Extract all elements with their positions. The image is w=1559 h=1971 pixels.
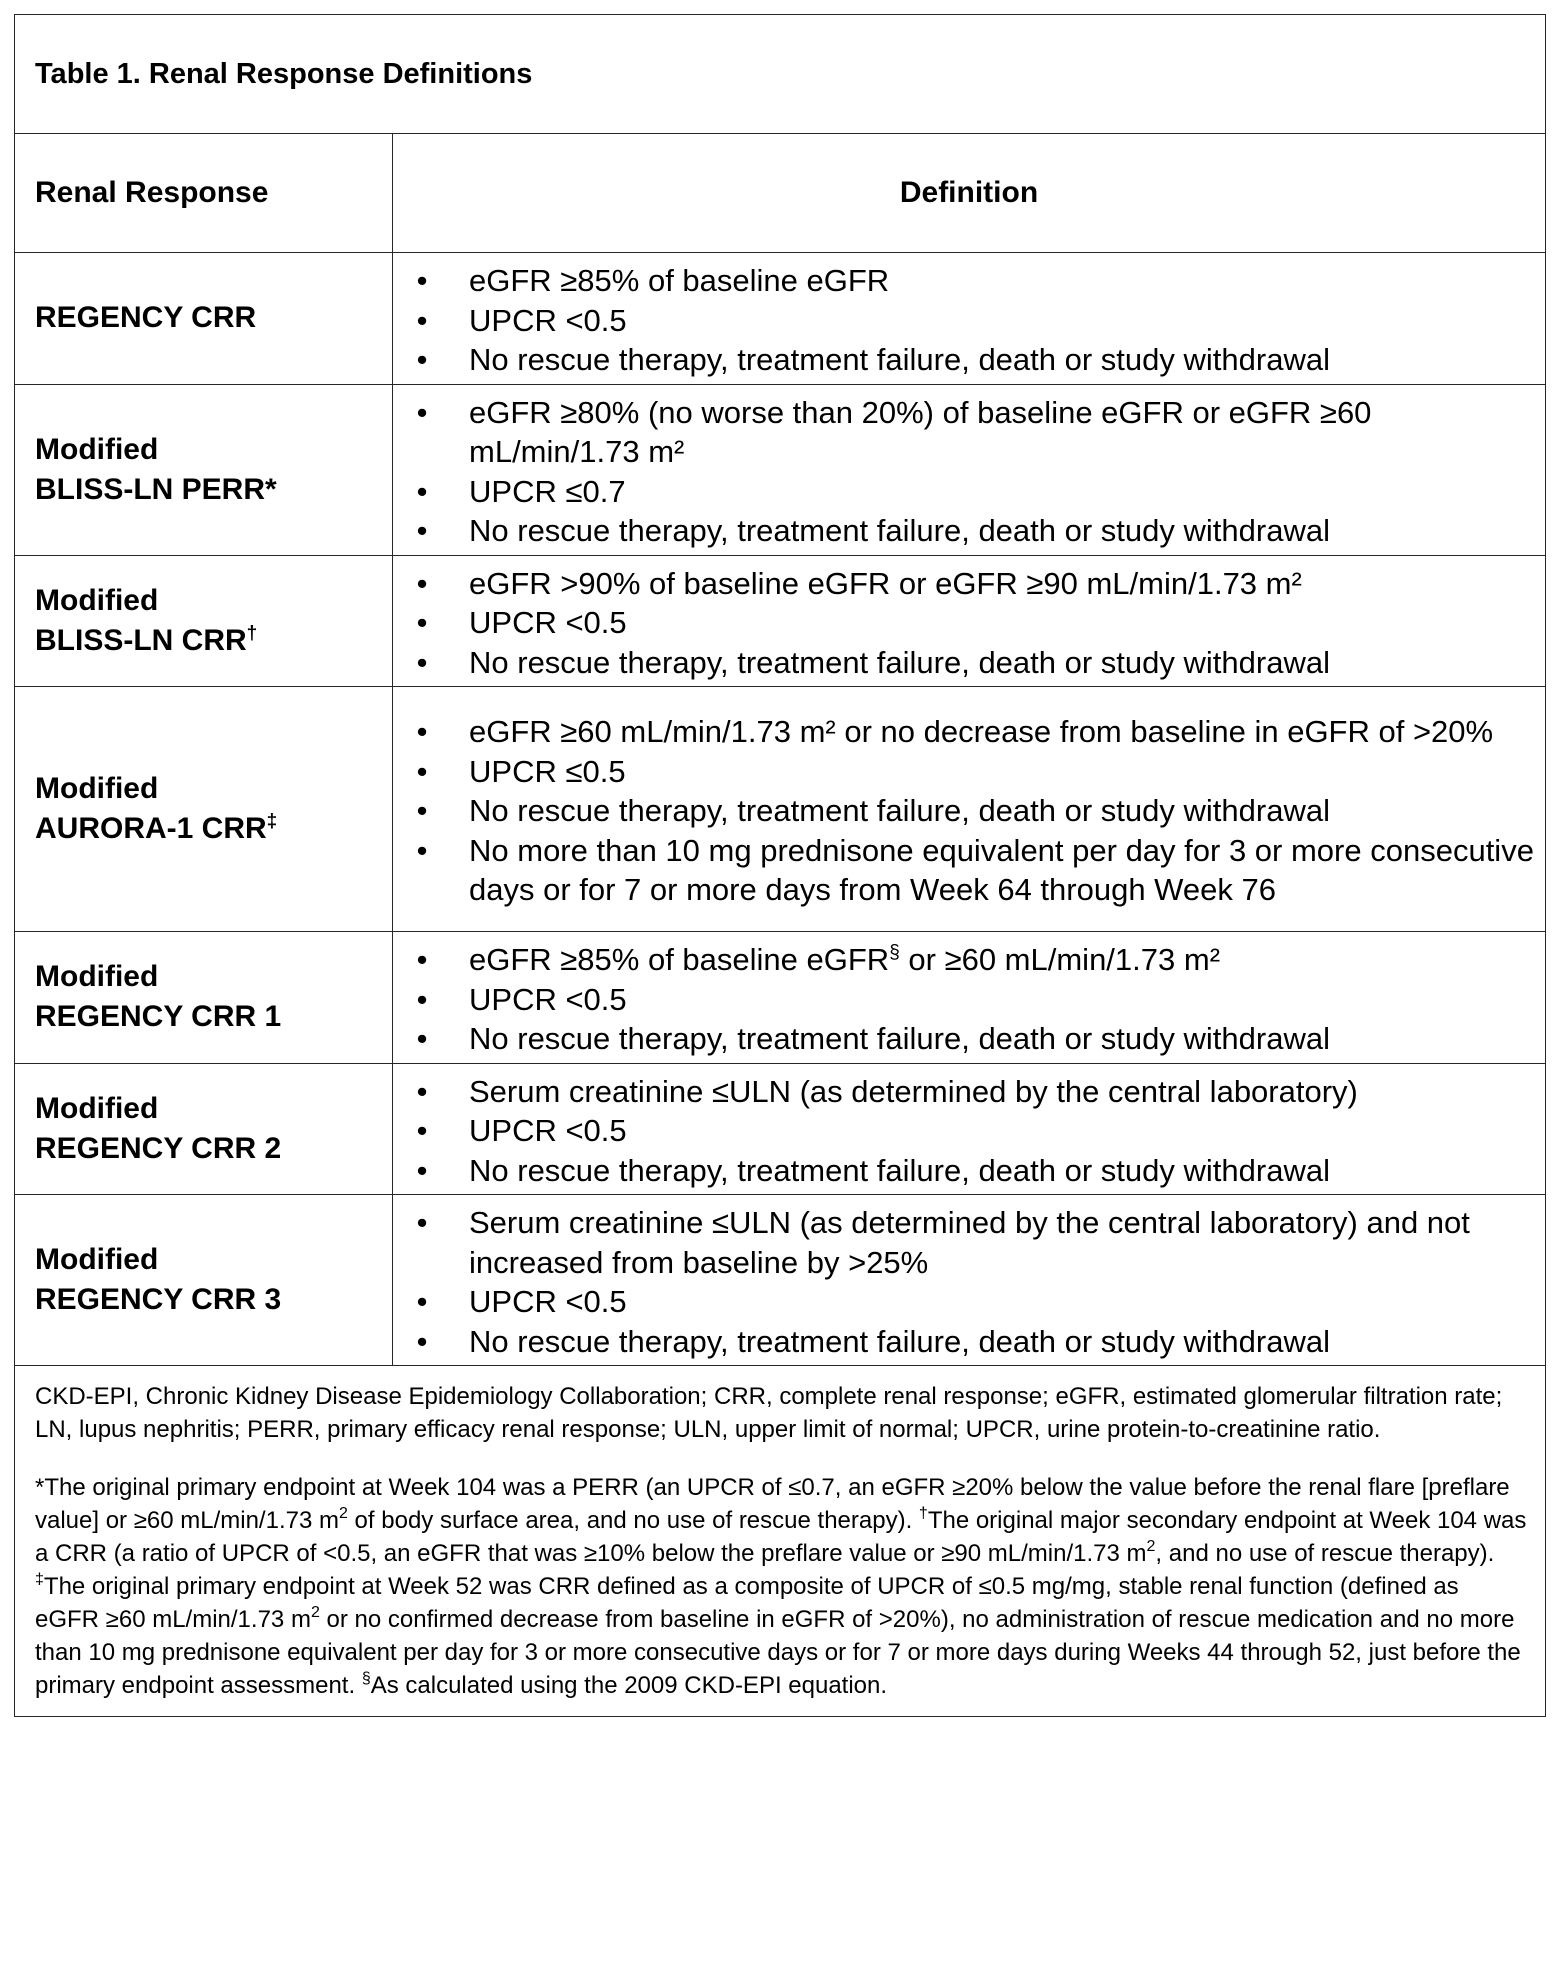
renal-response-definition [393,384,1546,555]
table-row [15,932,1546,1064]
footnote-row [15,1366,1546,1717]
footnote-dagger-text-a: The original major secondary endpoint at Week 104 was a CRR (a ratio of UPCR of <0.5, an eGFR that was ≥10% below the preflare value or ≥90 mL/min/1.73 m [35,1507,1527,1567]
bullet-icon: • [416,942,428,977]
bullet-icon: • [416,263,428,298]
criteria-item [393,261,1535,301]
footnote-section-mark: § [361,1670,371,1687]
renal-response-name [15,253,393,385]
criteria-text: No rescue therapy, treatment failure, death or study withdrawal [469,1323,1330,1359]
footnote-mark: ‡ [266,811,278,832]
criteria-list [393,1203,1535,1361]
criteria-item [393,393,1535,472]
criteria-item [393,603,1535,643]
renal-response-name-line: Modified [35,772,159,805]
bullet-icon: • [416,513,428,548]
bullet-icon: • [416,753,428,789]
footnote-star-text-a: *The original primary endpoint at Week 104 was a PERR (an UPCR of ≤0.7, an eGFR ≥20% below the value before the renal flare [preflare value] or ≥60 mL/min/1.73 m [35,1474,1510,1534]
renal-response-name-line [35,809,392,849]
criteria-text: UPCR <0.5 [469,302,627,338]
table-row [15,687,1546,932]
criteria-text: No rescue therapy, treatment failure, death or study withdrawal [469,793,1330,829]
footnote-dagger-text-b: , and no use of rescue therapy). [1155,1540,1495,1567]
renal-response-name-line [35,1280,392,1320]
renal-response-definition [393,932,1546,1064]
footnote-dagger-mark: † [918,1505,928,1522]
renal-response-name [15,932,393,1064]
table-row [15,253,1546,385]
criteria-text: eGFR ≥85% of baseline eGFR [469,263,890,298]
criteria-list [393,393,1535,551]
bullet-icon: • [416,394,428,430]
renal-response-name-text: REGENCY CRR 2 [35,1131,282,1165]
criteria-text: No rescue therapy, treatment failure, death or study withdrawal [469,342,1330,377]
renal-response-name [15,384,393,555]
renal-response-table [14,14,1546,1717]
footnote-mark: § [889,942,900,963]
bullet-icon: • [416,714,428,750]
bullet-icon: • [416,793,428,829]
criteria-text: UPCR <0.5 [469,1284,627,1319]
footnote-double-dagger-text-a: The original primary endpoint at Week 52 was CRR defined as a composite of UPCR of ≤0.5 mg/mg, stable renal function (defined as eGFR ≥60 mL/min/1.73 m [35,1573,1459,1633]
renal-response-name-line: Modified [35,583,159,617]
table-row [15,1195,1546,1366]
criteria-item [393,712,1535,752]
criteria-text: UPCR <0.5 [469,1113,627,1148]
criteria-list [393,564,1535,683]
bullet-icon: • [416,644,428,680]
renal-response-name-line: Modified [35,960,159,994]
column-header-definition: Definition [393,134,1546,253]
renal-response-definition [393,1195,1546,1366]
renal-response-name-line [35,1129,392,1169]
criteria-text: UPCR <0.5 [469,981,627,1017]
column-header-renal-response: Renal Response [15,134,393,253]
criteria-item [393,564,1535,604]
renal-response-name [15,687,393,932]
renal-response-name-text: BLISS-LN CRR [35,623,247,657]
footnote-star-superscript: 2 [338,1505,348,1522]
criteria-item [393,1019,1535,1059]
criteria-item [393,1151,1535,1191]
renal-response-name [15,555,393,687]
criteria-item [393,643,1535,683]
criteria-text: Serum creatinine ≤ULN (as determined by the central laboratory) and not increased from baseline by >25% [469,1205,1470,1280]
criteria-item [393,511,1535,551]
footnote-dagger-superscript: 2 [1146,1538,1156,1555]
criteria-text: Serum creatinine ≤ULN (as determined by the central laboratory) [469,1073,1358,1109]
criteria-text: eGFR ≥80% (no worse than 20%) of baseline eGFR or eGFR ≥60 mL/min/1.73 m² [469,394,1372,469]
criteria-text: eGFR ≥85% of baseline eGFR§ or ≥60 mL/min/1.73 m² [469,942,1221,977]
criteria-item [393,940,1535,980]
criteria-item [393,472,1535,512]
bullet-icon: • [416,565,428,601]
bullet-icon: • [416,1323,428,1359]
renal-response-name [15,1063,393,1195]
bullet-icon: • [416,1113,428,1148]
criteria-item [393,301,1535,341]
bullet-icon: • [416,832,428,868]
criteria-item [393,831,1535,910]
criteria-text: No rescue therapy, treatment failure, death or study withdrawal [469,1021,1330,1056]
table-row [15,384,1546,555]
criteria-item [393,340,1535,380]
renal-response-name-line [35,997,392,1037]
title-row [15,15,1546,134]
renal-response-name-text: AURORA-1 CRR [35,812,267,845]
criteria-text: UPCR ≤0.7 [469,473,626,509]
footnote-section-text: As calculated using the 2009 CKD-EPI equation. [370,1672,888,1699]
criteria-item [393,1111,1535,1151]
bullet-icon: • [416,473,428,509]
endpoint-footnotes [35,1471,1527,1702]
bullet-icon: • [416,1021,428,1056]
criteria-item [393,791,1535,831]
criteria-item [393,1203,1535,1282]
renal-response-definition [393,555,1546,687]
abbreviations-footnote: CKD-EPI, Chronic Kidney Disease Epidemiology Collaboration; CRR, complete renal response; eGFR, estimated glomerular filtration rate; LN, lupus nephritis; PERR, primary efficacy renal response; ULN, upper limit of normal; UPCR, urine protein-to-creatinine ratio. [35,1383,1503,1443]
bullet-icon: • [416,1073,428,1109]
criteria-text: UPCR ≤0.5 [469,753,626,789]
criteria-item [393,1322,1535,1362]
renal-response-name-line: Modified [35,1243,159,1276]
bullet-icon: • [416,981,428,1017]
criteria-text: eGFR >90% of baseline eGFR or eGFR ≥90 mL/min/1.73 m² [469,565,1302,601]
renal-response-name [15,1195,393,1366]
bullet-icon: • [416,302,428,338]
criteria-item [393,1072,1535,1112]
renal-response-name-text: BLISS-LN PERR* [35,472,277,506]
criteria-text: No rescue therapy, treatment failure, death or study withdrawal [469,1152,1330,1188]
criteria-text: eGFR ≥60 mL/min/1.73 m² or no decrease from baseline in eGFR of >20% [469,714,1494,750]
footnotes [15,1366,1546,1717]
criteria-text: No rescue therapy, treatment failure, death or study withdrawal [469,644,1330,680]
criteria-list [393,1072,1535,1191]
table-title: Table 1. Renal Response Definitions [15,15,1546,134]
document-page [14,14,1545,1957]
criteria-list [393,712,1535,910]
criteria-list [393,261,1535,380]
table-row [15,555,1546,687]
bullet-icon: • [416,1284,428,1319]
criteria-item [393,1282,1535,1322]
bullet-icon: • [416,1205,428,1240]
renal-response-name-text: REGENCY CRR 1 [35,1000,282,1034]
criteria-text: No more than 10 mg prednisone equivalent per day for 3 or more consecutive days or for 7 or more days from Week 64 through Week 76 [469,832,1534,908]
renal-response-definition [393,687,1546,932]
header-row [15,134,1546,253]
criteria-list [393,940,1535,1059]
bullet-icon: • [416,1152,428,1188]
footnote-double-dagger-mark: ‡ [35,1571,44,1588]
footnote-double-dagger-text-b: or no confirmed decrease from baseline in eGFR of >20%), no administration of rescue medication and no more than 10 mg prednisone equivalent per day for 3 or more consecutive days or for 7 or more days during Weeks 44 through 52, just before the primary endpoint assessment. [35,1606,1521,1699]
renal-response-name-line: REGENCY CRR [35,301,257,335]
footnote-double-dagger-superscript: 2 [310,1604,320,1621]
criteria-item [393,752,1535,792]
bullet-icon: • [416,605,428,640]
renal-response-name-line [35,470,392,510]
criteria-text: No rescue therapy, treatment failure, death or study withdrawal [469,513,1330,548]
renal-response-name-line [35,621,392,661]
criteria-text: UPCR <0.5 [469,605,627,640]
criteria-item [393,980,1535,1020]
renal-response-name-line: Modified [35,1091,159,1125]
renal-response-name-text: REGENCY CRR 3 [35,1283,282,1316]
renal-response-definition [393,1063,1546,1195]
renal-response-definition [393,253,1546,385]
bullet-icon: • [416,342,428,377]
footnote-mark: † [246,622,258,644]
footnote-star-text-b: of body surface area, and no use of rescue therapy). [347,1507,919,1534]
renal-response-name-line: Modified [35,432,159,466]
table-row [15,1063,1546,1195]
